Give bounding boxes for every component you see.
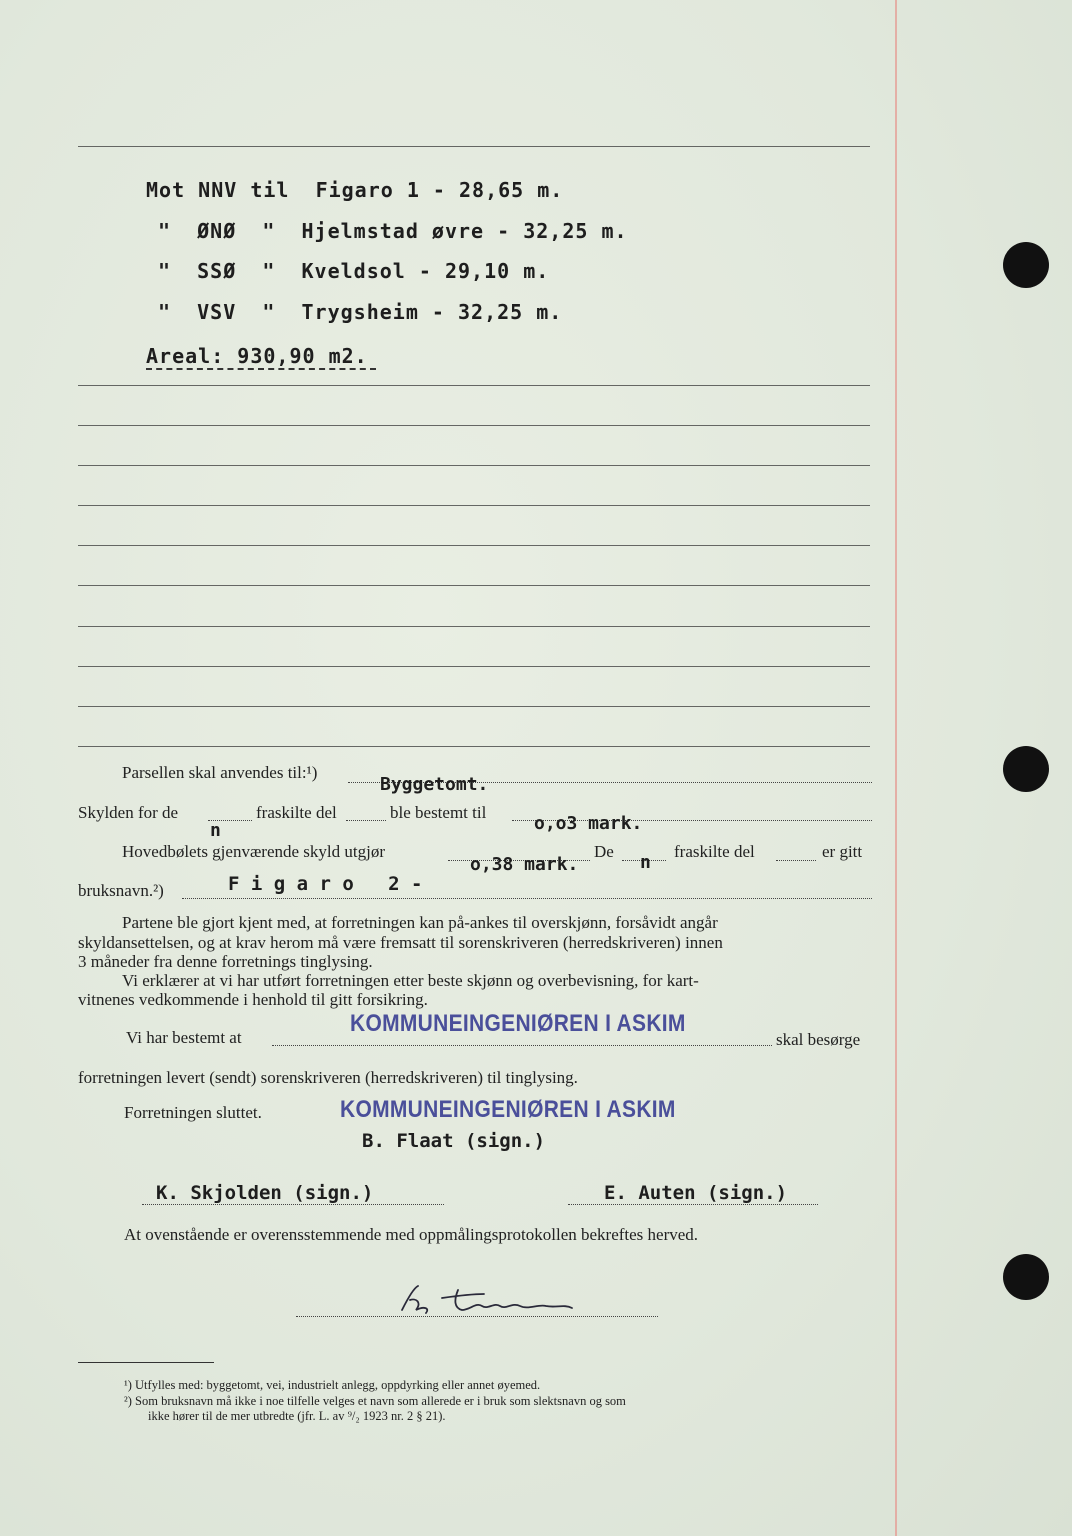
handwritten-signature <box>396 1280 586 1320</box>
bruks-value: F i g a r o 2 - <box>228 873 423 895</box>
signature-flaat: B. Flaat (sign.) <box>362 1130 546 1152</box>
boundary-row <box>158 219 628 243</box>
paragraph-line: Vi erklærer at vi har utført forretningen etter beste skjønn og overbevisning, for kart- <box>122 971 699 990</box>
boundary-row <box>146 178 563 202</box>
ruled-line <box>78 666 870 667</box>
dotted-field <box>182 898 872 899</box>
signature-line <box>296 1316 658 1317</box>
bestemt-label: Vi har bestemt at <box>126 1028 242 1047</box>
ruled-line <box>78 746 870 747</box>
paragraph-line: Partene ble gjort kjent med, at forretningen kan på-ankes til overskjønn, forsåvidt angår <box>122 913 718 932</box>
boundary-prefix: Mot <box>146 178 186 202</box>
signature-skjolden: K. Skjolden (sign.) <box>156 1182 374 1204</box>
boundary-direction: VSV <box>197 300 237 324</box>
hoved-value: o,38 mark. <box>470 854 579 875</box>
boundary-neighbour: Kveldsol - 29,10 m. <box>301 259 550 283</box>
besorge-label: skal besørge <box>776 1030 861 1049</box>
ruled-line <box>78 505 870 506</box>
de-n: n <box>640 852 651 873</box>
boundary-row <box>158 300 562 324</box>
footnote-1: ¹) Utfylles med: byggetomt, vei, industrielt anlegg, oppdyrking eller annet øyemed. <box>124 1378 541 1392</box>
skyld-label: Skylden for de <box>78 803 179 822</box>
dotted-field <box>346 820 386 821</box>
boundary-neighbour: Figaro 1 - 28,65 m. <box>315 178 564 202</box>
boundary-neighbour: Trygsheim - 32,25 m. <box>301 300 563 324</box>
dotted-field <box>776 860 816 861</box>
hoved-label-3: er gitt <box>822 842 863 861</box>
ruled-line <box>78 545 870 546</box>
boundary-neighbour: Hjelmstad øvre - 32,25 m. <box>301 219 628 243</box>
boundary-prefix: " <box>158 300 172 324</box>
confirm-text: At ovenstående er overensstemmende med oppmålingsprotokollen bekreftes herved. <box>124 1225 699 1244</box>
boundary-ditto: " <box>262 219 276 243</box>
boundary-direction: SSØ <box>197 259 237 283</box>
boundary-ditto: " <box>262 300 276 324</box>
municipal-stamp: KOMMUNEINGENIØREN I ASKIM <box>340 1096 676 1123</box>
boundary-prefix: " <box>158 219 172 243</box>
footnote-2: ²) Som bruksnavn må ikke i noe tilfelle velges et navn som allerede er i bruk som slektsnavn og som <box>124 1394 626 1408</box>
skyld-n: n <box>210 820 221 841</box>
ruled-line <box>78 465 870 466</box>
ruled-line <box>78 425 870 426</box>
margin-line <box>895 0 897 1536</box>
municipal-stamp: KOMMUNEINGENIØREN I ASKIM <box>350 1010 686 1037</box>
hoved-label: Hovedbølets gjenværende skyld utgjør <box>122 842 385 861</box>
sluttet-label: Forretningen sluttet. <box>124 1103 262 1122</box>
use-label: Parsellen skal anvendes til:¹) <box>122 763 318 782</box>
punch-hole <box>1003 1254 1049 1300</box>
skyld-value: o,o3 mark. <box>534 813 643 834</box>
boundary-prefix: " <box>158 259 172 283</box>
signature-line <box>142 1204 444 1205</box>
skyld-label-2: fraskilte del <box>256 803 337 822</box>
signature-line <box>568 1204 818 1205</box>
de-label: De <box>594 842 614 861</box>
levert-text: forretningen levert (sendt) sorenskriveren (herredskriveren) til tinglysing. <box>78 1068 578 1087</box>
signature-auten: E. Auten (sign.) <box>604 1182 788 1204</box>
areal-line: Areal: 930,90 m2. <box>146 344 368 368</box>
ruled-line <box>78 146 870 147</box>
ruled-line <box>78 706 870 707</box>
areal-underline <box>146 368 376 370</box>
punch-hole <box>1003 242 1049 288</box>
hoved-label-2: fraskilte del <box>674 842 755 861</box>
ruled-line <box>78 385 870 386</box>
use-value: Byggetomt. <box>380 774 489 795</box>
ruled-line <box>78 626 870 627</box>
dotted-field <box>272 1045 772 1046</box>
punch-hole <box>1003 746 1049 792</box>
skyld-label-3: ble bestemt til <box>390 803 487 822</box>
boundary-ditto: til <box>250 178 290 202</box>
footnote-separator <box>78 1362 214 1363</box>
ruled-line <box>78 585 870 586</box>
boundary-ditto: " <box>262 259 276 283</box>
boundary-direction: NNV <box>198 178 238 202</box>
paragraph-line: vitnenes vedkommende i henhold til gitt forsikring. <box>78 990 428 1009</box>
paragraph-line: 3 måneder fra denne forretnings tinglysing. <box>78 952 373 971</box>
boundary-direction: ØNØ <box>197 219 237 243</box>
boundary-row <box>158 259 549 283</box>
footnote-2-cont: ikke hører til de mer utbredte (jfr. L. av ⁹/₂ 1923 nr. 2 § 21). <box>148 1409 446 1423</box>
paragraph-line: skyldansettelsen, og at krav herom må være fremsatt til sorenskriveren (herredskriveren) innen <box>78 933 723 952</box>
bruks-label: bruksnavn.²) <box>78 881 164 900</box>
